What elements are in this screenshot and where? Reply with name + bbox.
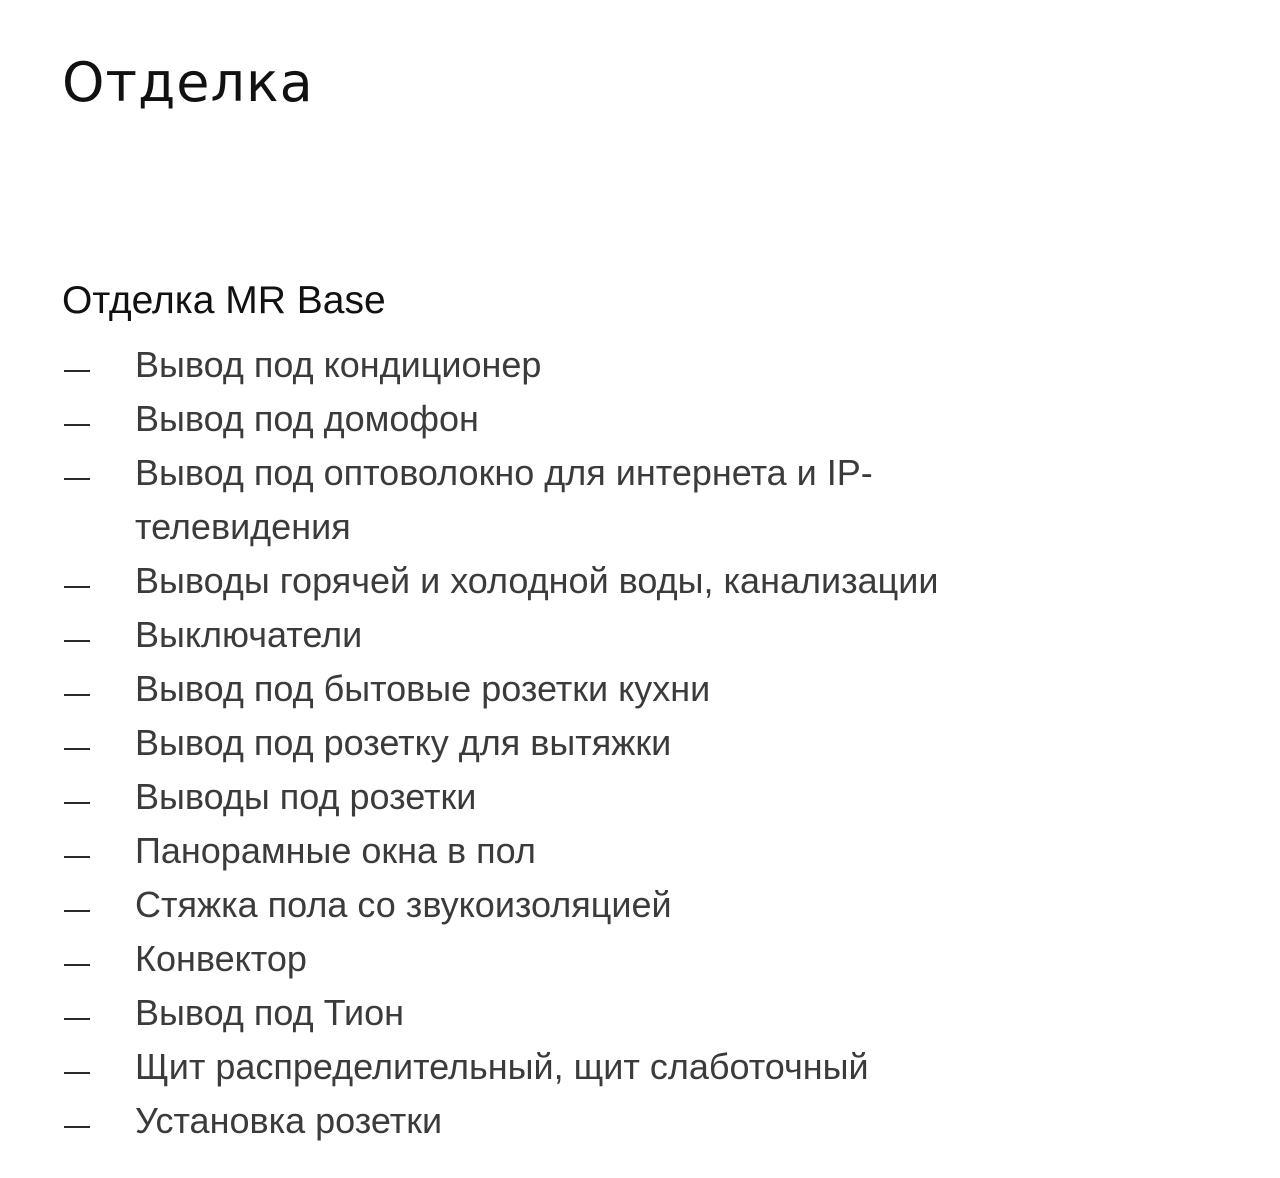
section-title: Отделка MR Base bbox=[62, 279, 386, 322]
list-item-label: Выводы под розетки bbox=[135, 776, 477, 817]
dash-bullet-icon bbox=[64, 1072, 90, 1074]
list-item-label: Выключатели bbox=[135, 614, 363, 655]
list-item bbox=[62, 554, 1242, 608]
list-item bbox=[62, 878, 1242, 932]
dash-bullet-icon bbox=[64, 964, 90, 966]
dash-bullet-icon bbox=[64, 1018, 90, 1020]
list-item bbox=[62, 932, 1242, 986]
list-item bbox=[62, 824, 1242, 878]
list-item-label: Конвектор bbox=[135, 938, 307, 979]
list-item-label: Вывод под кондиционер bbox=[135, 344, 542, 385]
list-item bbox=[62, 1094, 1242, 1148]
dash-bullet-icon bbox=[64, 910, 90, 912]
list-item bbox=[62, 608, 1242, 662]
list-item bbox=[62, 392, 1242, 446]
finish-section bbox=[62, 278, 1242, 1148]
dash-bullet-icon bbox=[64, 424, 90, 426]
feature-list bbox=[62, 338, 1242, 1148]
dash-bullet-icon bbox=[64, 1126, 90, 1128]
dash-bullet-icon bbox=[64, 694, 90, 696]
list-item bbox=[62, 338, 1242, 392]
list-item bbox=[62, 716, 1242, 770]
dash-bullet-icon bbox=[64, 478, 90, 480]
list-item-label: Стяжка пола со звукоизоляцией bbox=[135, 884, 672, 925]
dash-bullet-icon bbox=[64, 586, 90, 588]
list-item bbox=[62, 446, 1242, 554]
list-item-label: Вывод под бытовые розетки кухни bbox=[135, 668, 711, 709]
list-item-label: Вывод под домофон bbox=[135, 398, 479, 439]
list-item bbox=[62, 662, 1242, 716]
page-title: Отделка bbox=[62, 51, 314, 114]
list-item-label: Щит распределительный, щит слаботочный bbox=[135, 1046, 869, 1087]
list-item-label: Вывод под Тион bbox=[135, 992, 404, 1033]
list-item bbox=[62, 986, 1242, 1040]
list-item bbox=[62, 1040, 1242, 1094]
dash-bullet-icon bbox=[64, 640, 90, 642]
list-item-label: Вывод под оптоволокно для интернета и IP-телевидения bbox=[135, 452, 873, 547]
dash-bullet-icon bbox=[64, 802, 90, 804]
list-item-label: Выводы горячей и холодной воды, канализации bbox=[135, 560, 939, 601]
list-item-label: Установка розетки bbox=[135, 1100, 443, 1141]
list-item-label: Вывод под розетку для вытяжки bbox=[135, 722, 672, 763]
list-item-label: Панорамные окна в пол bbox=[135, 830, 536, 871]
dash-bullet-icon bbox=[64, 748, 90, 750]
dash-bullet-icon bbox=[64, 370, 90, 372]
dash-bullet-icon bbox=[64, 856, 90, 858]
list-item bbox=[62, 770, 1242, 824]
